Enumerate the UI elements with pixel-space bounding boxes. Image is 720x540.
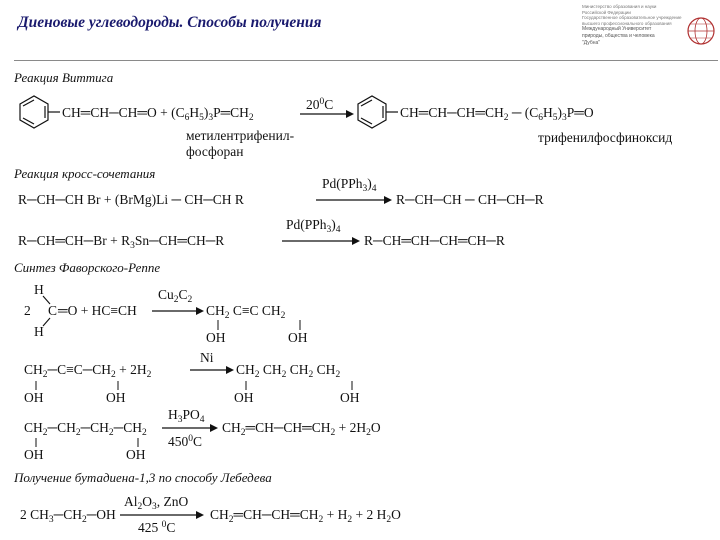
cross-r1-product: R─CH─CH ─ CH─CH─R [396, 192, 544, 207]
lebedev-products: $CH_2═CH─CH═CH_2 + H_2 + 2$ $H_2O$ [210, 507, 401, 525]
favorsky-r2-reactants: $CH_2─C\equiv C─CH_2 + 2H_2$ [24, 362, 152, 380]
favorsky-oh: OH [126, 447, 146, 462]
favorsky-oh: OH [106, 390, 126, 405]
favorsky-oh: OH [340, 390, 360, 405]
logo-line: Российской Федерации [582, 9, 631, 15]
favorsky-condition-3: $450^0C$ [168, 434, 203, 449]
wittig-condition: $20^0C$ [306, 97, 334, 112]
favorsky-oh: OH [24, 447, 44, 462]
benzene-ring-left [20, 96, 48, 128]
favorsky-r3-reactant: $CH_2─CH_2─CH_2─CH_2$ [24, 420, 147, 438]
cross-r1-reactants: R─CH─CH Br + (BrMg)Li ─ CH─CH R [18, 192, 244, 207]
benzene-ring-right [358, 96, 386, 128]
lebedev-reactant: 2 $CH_3─CH_2─OH$ [20, 507, 116, 525]
favorsky-catalyst-2: Ni [200, 350, 214, 365]
favorsky-r1-reactants: ═O + HC≡CH [58, 303, 137, 318]
favorsky-r1-product: $CH_2$ C≡C $CH_2$ [206, 303, 286, 321]
favorsky-catalyst-3: $H_3PO_4$ [168, 407, 205, 425]
section-favorsky-label: Синтез Фаворского-Реппе [14, 260, 161, 275]
wittig-reactants: CH═CH─CH═O + $(C_6H_5)_3P═CH_2$ [62, 105, 254, 123]
lebedev-catalyst: $Al_2O_3$, ZnO [124, 494, 189, 512]
favorsky-r3-product: $CH_2═CH─CH═CH_2 + 2H_2O$ [222, 420, 381, 438]
wittig-reagent-name-1: метилентрифенил- [186, 128, 295, 143]
arrowhead [352, 237, 360, 245]
logo-sub-line: природы, общества и человека [582, 33, 655, 39]
favorsky-oh: OH [24, 390, 44, 405]
favorsky-r2-product: $CH_2$ $CH_2$ $CH_2$ $CH_2$ [236, 362, 341, 380]
logo-line: Государственное образовательное учреждение [582, 15, 682, 21]
favorsky-h-bottom: H [34, 324, 44, 339]
wittig-byproduct-name: трифенилфосфиноксид [538, 130, 673, 145]
cross-r2-product: R─CH═CH─CH═CH─R [364, 233, 505, 248]
arrowhead [196, 307, 204, 315]
page-title: Диеновые углеводороды. Способы получения [18, 14, 322, 31]
favorsky-carbon: C [48, 303, 58, 318]
section-wittig-label: Реакция Виттига [14, 70, 114, 85]
favorsky-catalyst-1: $Cu_2C_2$ [158, 287, 193, 305]
cross-r2-catalyst: $Pd(PPh_3)_4$ [286, 217, 341, 235]
arrowhead [226, 366, 234, 374]
arrowhead [384, 196, 392, 204]
favorsky-oh: OH [206, 330, 226, 345]
favorsky-oh: OH [288, 330, 308, 345]
section-cross-label: Реакция кросс-сочетания [14, 166, 156, 181]
wittig-reagent-name-2: фосфоран [186, 144, 244, 159]
wittig-products: $CH═CH─CH═CH_2$ ─ $(C_6H_5)_3P═O$ [400, 105, 594, 123]
logo-sub-line: "Дубна" [582, 40, 601, 46]
arrowhead [210, 424, 218, 432]
favorsky-oh: OH [234, 390, 254, 405]
cross-r2-reactants: R─CH═CH─Br + $R_3Sn─CH═CH─R$ [18, 233, 225, 251]
arrowhead [346, 110, 354, 118]
logo-line: Министерство образования и науки [582, 4, 657, 9]
cross-r1-catalyst: $Pd(PPh_3)_4$ [322, 176, 377, 194]
favorsky-h-top: H [34, 282, 44, 297]
logo-sub-line: Международный Университет [582, 26, 652, 32]
logo-line: высшего профессионального образования [582, 20, 672, 26]
lebedev-condition: 425 $^0$C [138, 520, 176, 535]
favorsky-coef: 2 [24, 303, 31, 318]
section-lebedev-label: Получение бутадиена-1,3 по способу Лебедева [14, 470, 272, 485]
arrowhead [196, 511, 204, 519]
